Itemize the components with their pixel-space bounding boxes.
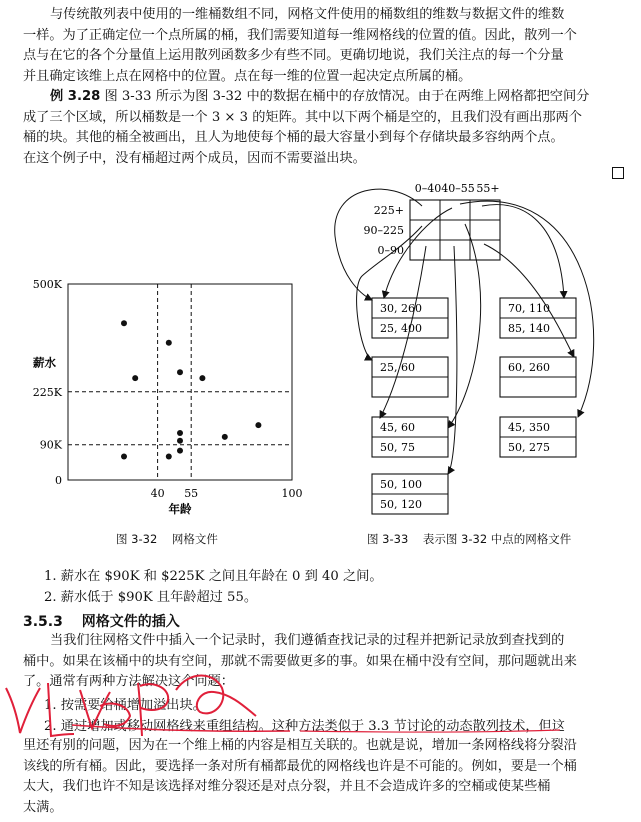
x-tick-label: 40 xyxy=(150,487,165,500)
block-record: 50, 75 xyxy=(380,441,415,454)
method2-line: 里还有别的问题，因为在一个维上桶的内容是相互关联的。也就是说，增加一条网格线将分裂沿 xyxy=(23,738,577,753)
insert-line: 当我们往网格文件中插入一个记录时，我们遵循查找记录的过程并把新记录放到查找到的 xyxy=(50,633,565,648)
example-label: 例 3.28 xyxy=(50,89,101,104)
block-record: 25, 60 xyxy=(380,361,415,374)
grid-column-label: 55+ xyxy=(476,182,500,195)
y-tick-label: 500K xyxy=(32,278,62,291)
y-axis-label: 薪水 xyxy=(33,355,56,370)
grid-row-label: 90–225 xyxy=(363,224,404,237)
grid-row-label: 0–90 xyxy=(377,244,404,257)
block-record: 25, 400 xyxy=(380,322,422,335)
intro-line: 点与在它的各个分量值上运用散列函数多少有些不同。更确切地说，我们关注点的每一个分量 xyxy=(23,48,564,63)
caption-text: 网格文件 xyxy=(171,532,218,546)
block-record: 85, 140 xyxy=(508,322,550,335)
block-record: 60, 260 xyxy=(508,361,550,374)
block-record: 30, 260 xyxy=(380,302,422,315)
grid-row-label: 225+ xyxy=(373,204,404,217)
block-record: 45, 60 xyxy=(380,421,415,434)
grid-column-label: 40–55 xyxy=(441,182,475,195)
x-axis-label: 年龄 xyxy=(168,502,192,516)
caption-number: 图 3-33 xyxy=(367,532,409,546)
y-tick-label: 0 xyxy=(55,474,62,487)
handwriting-underline xyxy=(300,730,560,732)
grid-column-label: 0–40 xyxy=(414,182,442,195)
handwriting-stroke xyxy=(80,690,130,728)
insert-line: 了。通常有两种方法解决这个问题： xyxy=(23,674,234,689)
example-line: 图 3-33 所示为图 3-32 中的数据在桶中的存放情况。由于在两维上网格都把空间分 xyxy=(104,89,590,104)
insert-line: 桶中。如果在该桶中的块有空间，那就不需要做更多的事。如果在桶中没有空间，那问题就出来 xyxy=(23,653,577,669)
handwriting-letter-p xyxy=(138,683,168,736)
intro-line: 并且确定该维上点在网格中的位置。点在每一维的位置一起决定点所属的桶。 xyxy=(23,68,472,84)
handwriting-letter-l xyxy=(48,683,74,736)
intro-line: 与传统散列表中使用的一维桶数组不同，网格文件使用的桶数组的维数与数据文件的维数 xyxy=(50,7,565,22)
caption-text: 表示图 3-32 中点的网格文件 xyxy=(422,532,572,546)
block-record: 70, 110 xyxy=(508,302,550,315)
block-record: 50, 120 xyxy=(380,498,422,511)
caption-number: 图 3-32 xyxy=(116,532,158,546)
method2-line: 太大，我们也许不知是该选择对维分裂还是对点分裂，并且不会造成许多的空桶或使某些桶 xyxy=(23,779,551,794)
x-tick-label: 100 xyxy=(281,487,303,500)
condition-item: 2. 薪水低于 $90K 且年龄超过 55。 xyxy=(44,590,258,605)
example-line: 桶的块。其他的桶全被画出，且人为地使每个桶的最大容量小到每个存储块最多容纳两个点。 xyxy=(23,130,564,145)
example-line: 在这个例子中，没有桶超过两个成员，因而不需要溢出块。 xyxy=(23,150,366,166)
section-number: 3.5.3 xyxy=(23,614,63,630)
condition-item: 1. 薪水在 $90K 和 $225K 之间且年龄在 0 到 40 之间。 xyxy=(44,569,383,584)
block-record: 50, 275 xyxy=(508,441,550,454)
example-line: 成了三个区域，所以桶数是一个 3 × 3 的矩阵。其中以下两个桶是空的，且我们没有画出那两个 xyxy=(23,109,582,125)
method-item: 2. 通过增加或移动网格线来重组结构。这种方法类似于 3.3 节讨论的动态散列技术，但这 xyxy=(44,719,565,734)
method2-line: 太满。 xyxy=(23,799,63,815)
method-item: 1. 按需要给桶增加溢出块。 xyxy=(44,698,206,713)
block-record: 50, 100 xyxy=(380,478,422,491)
method2-line: 该线的所有桶。因此，要选择一条对所有桶都最优的网格线也许是不可能的。例如，要是一个桶 xyxy=(23,758,577,774)
intro-line: 一样。为了正确定位一个点所属的桶，我们需要知道每一维网格线的位置的值。因此，散列一个 xyxy=(23,27,577,43)
x-tick-label: 55 xyxy=(184,487,199,500)
section-title: 网格文件的插入 xyxy=(81,614,180,630)
handwriting-underline xyxy=(72,725,290,731)
y-tick-label: 225K xyxy=(32,385,62,399)
block-record: 45, 350 xyxy=(508,421,550,434)
handwriting-loop xyxy=(176,676,256,717)
handwriting-letter-v xyxy=(6,688,40,733)
y-tick-label: 90K xyxy=(39,438,62,452)
